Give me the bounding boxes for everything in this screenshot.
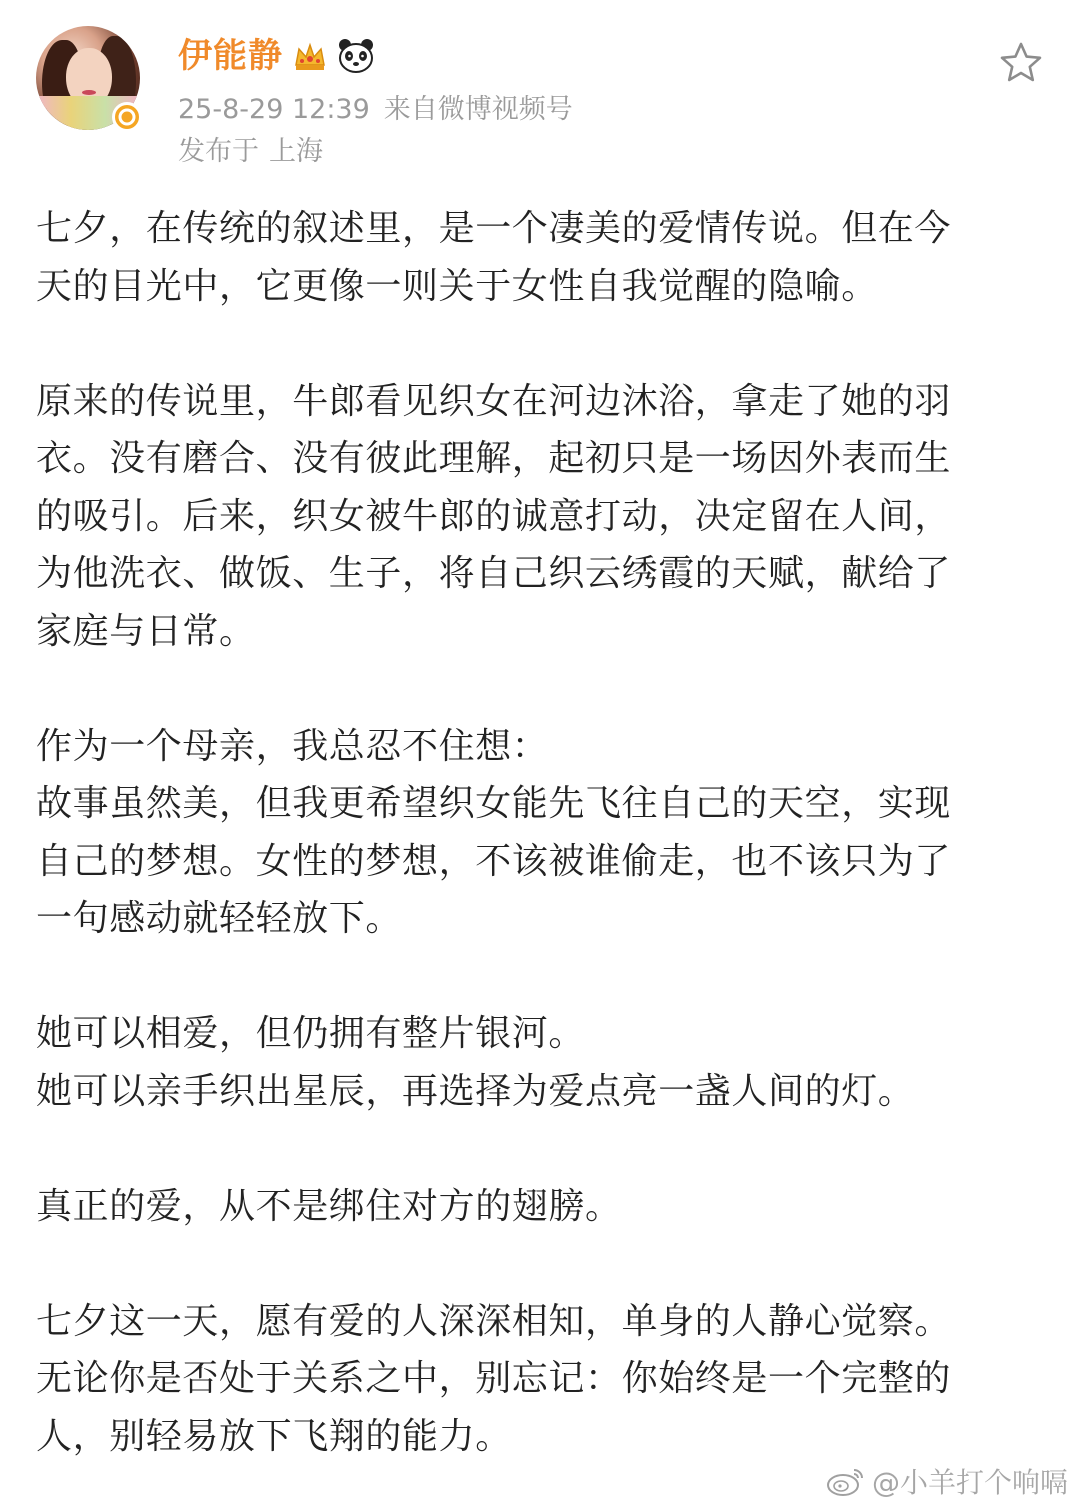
crown-icon	[291, 37, 329, 75]
weibo-logo-icon	[826, 1465, 866, 1497]
post-paragraph: 原来的传说里，牛郎看见织女在河边沐浴，拿走了她的羽 衣。没有磨合、没有彼此理解，起初只是一场因外表而生 的吸引。后来，织女被牛郎的诚意打动，决定留在人间， 为他洗衣、做饭、生子，将自己织云绣霞的天赋，献给了 家庭与日常。	[36, 380, 952, 652]
watermark-text: @小羊打个响嗝	[871, 1466, 1068, 1499]
post-paragraph: 七夕这一天，愿有爱的人深深相知，单身的人静心觉察。 无论你是否处于关系之中，别忘记：你始终是一个完整的 人，别轻易放下飞翔的能力。	[36, 1300, 952, 1457]
post-timestamp: 25-8-29 12:39	[178, 94, 370, 125]
post-meta	[178, 92, 573, 128]
watermark	[826, 1461, 1068, 1501]
location-value: 上海	[269, 136, 323, 167]
user-name[interactable]: 伊能静	[178, 36, 283, 76]
location-label: 发布于	[178, 136, 259, 167]
post-header	[0, 0, 1080, 180]
verified-badge-icon	[112, 102, 142, 132]
star-outline-icon	[998, 40, 1044, 86]
post-paragraph: 七夕，在传统的叙述里，是一个凄美的爱情传说。但在今 天的目光中，它更像一则关于女性自我觉醒的隐喻。	[36, 208, 952, 307]
user-name-row	[178, 36, 375, 76]
post-source[interactable]: 来自微博视频号	[383, 94, 573, 125]
post-paragraph: 作为一个母亲，我总忍不住想： 故事虽然美，但我更希望织女能先飞往自己的天空，实现 自己的梦想。女性的梦想，不该被谁偷走，也不该只为了 一句感动就轻轻放下。	[36, 725, 952, 939]
post-location	[178, 134, 323, 170]
post-body	[36, 200, 1036, 1465]
post-paragraph: 她可以相爱，但仍拥有整片银河。 她可以亲手织出星辰，再选择为爱点亮一盏人间的灯。	[36, 1013, 915, 1112]
panda-icon	[337, 37, 375, 75]
avatar[interactable]	[36, 26, 140, 130]
favorite-button[interactable]	[998, 40, 1044, 86]
post-paragraph: 真正的爱，从不是绑住对方的翅膀。	[36, 1185, 622, 1227]
